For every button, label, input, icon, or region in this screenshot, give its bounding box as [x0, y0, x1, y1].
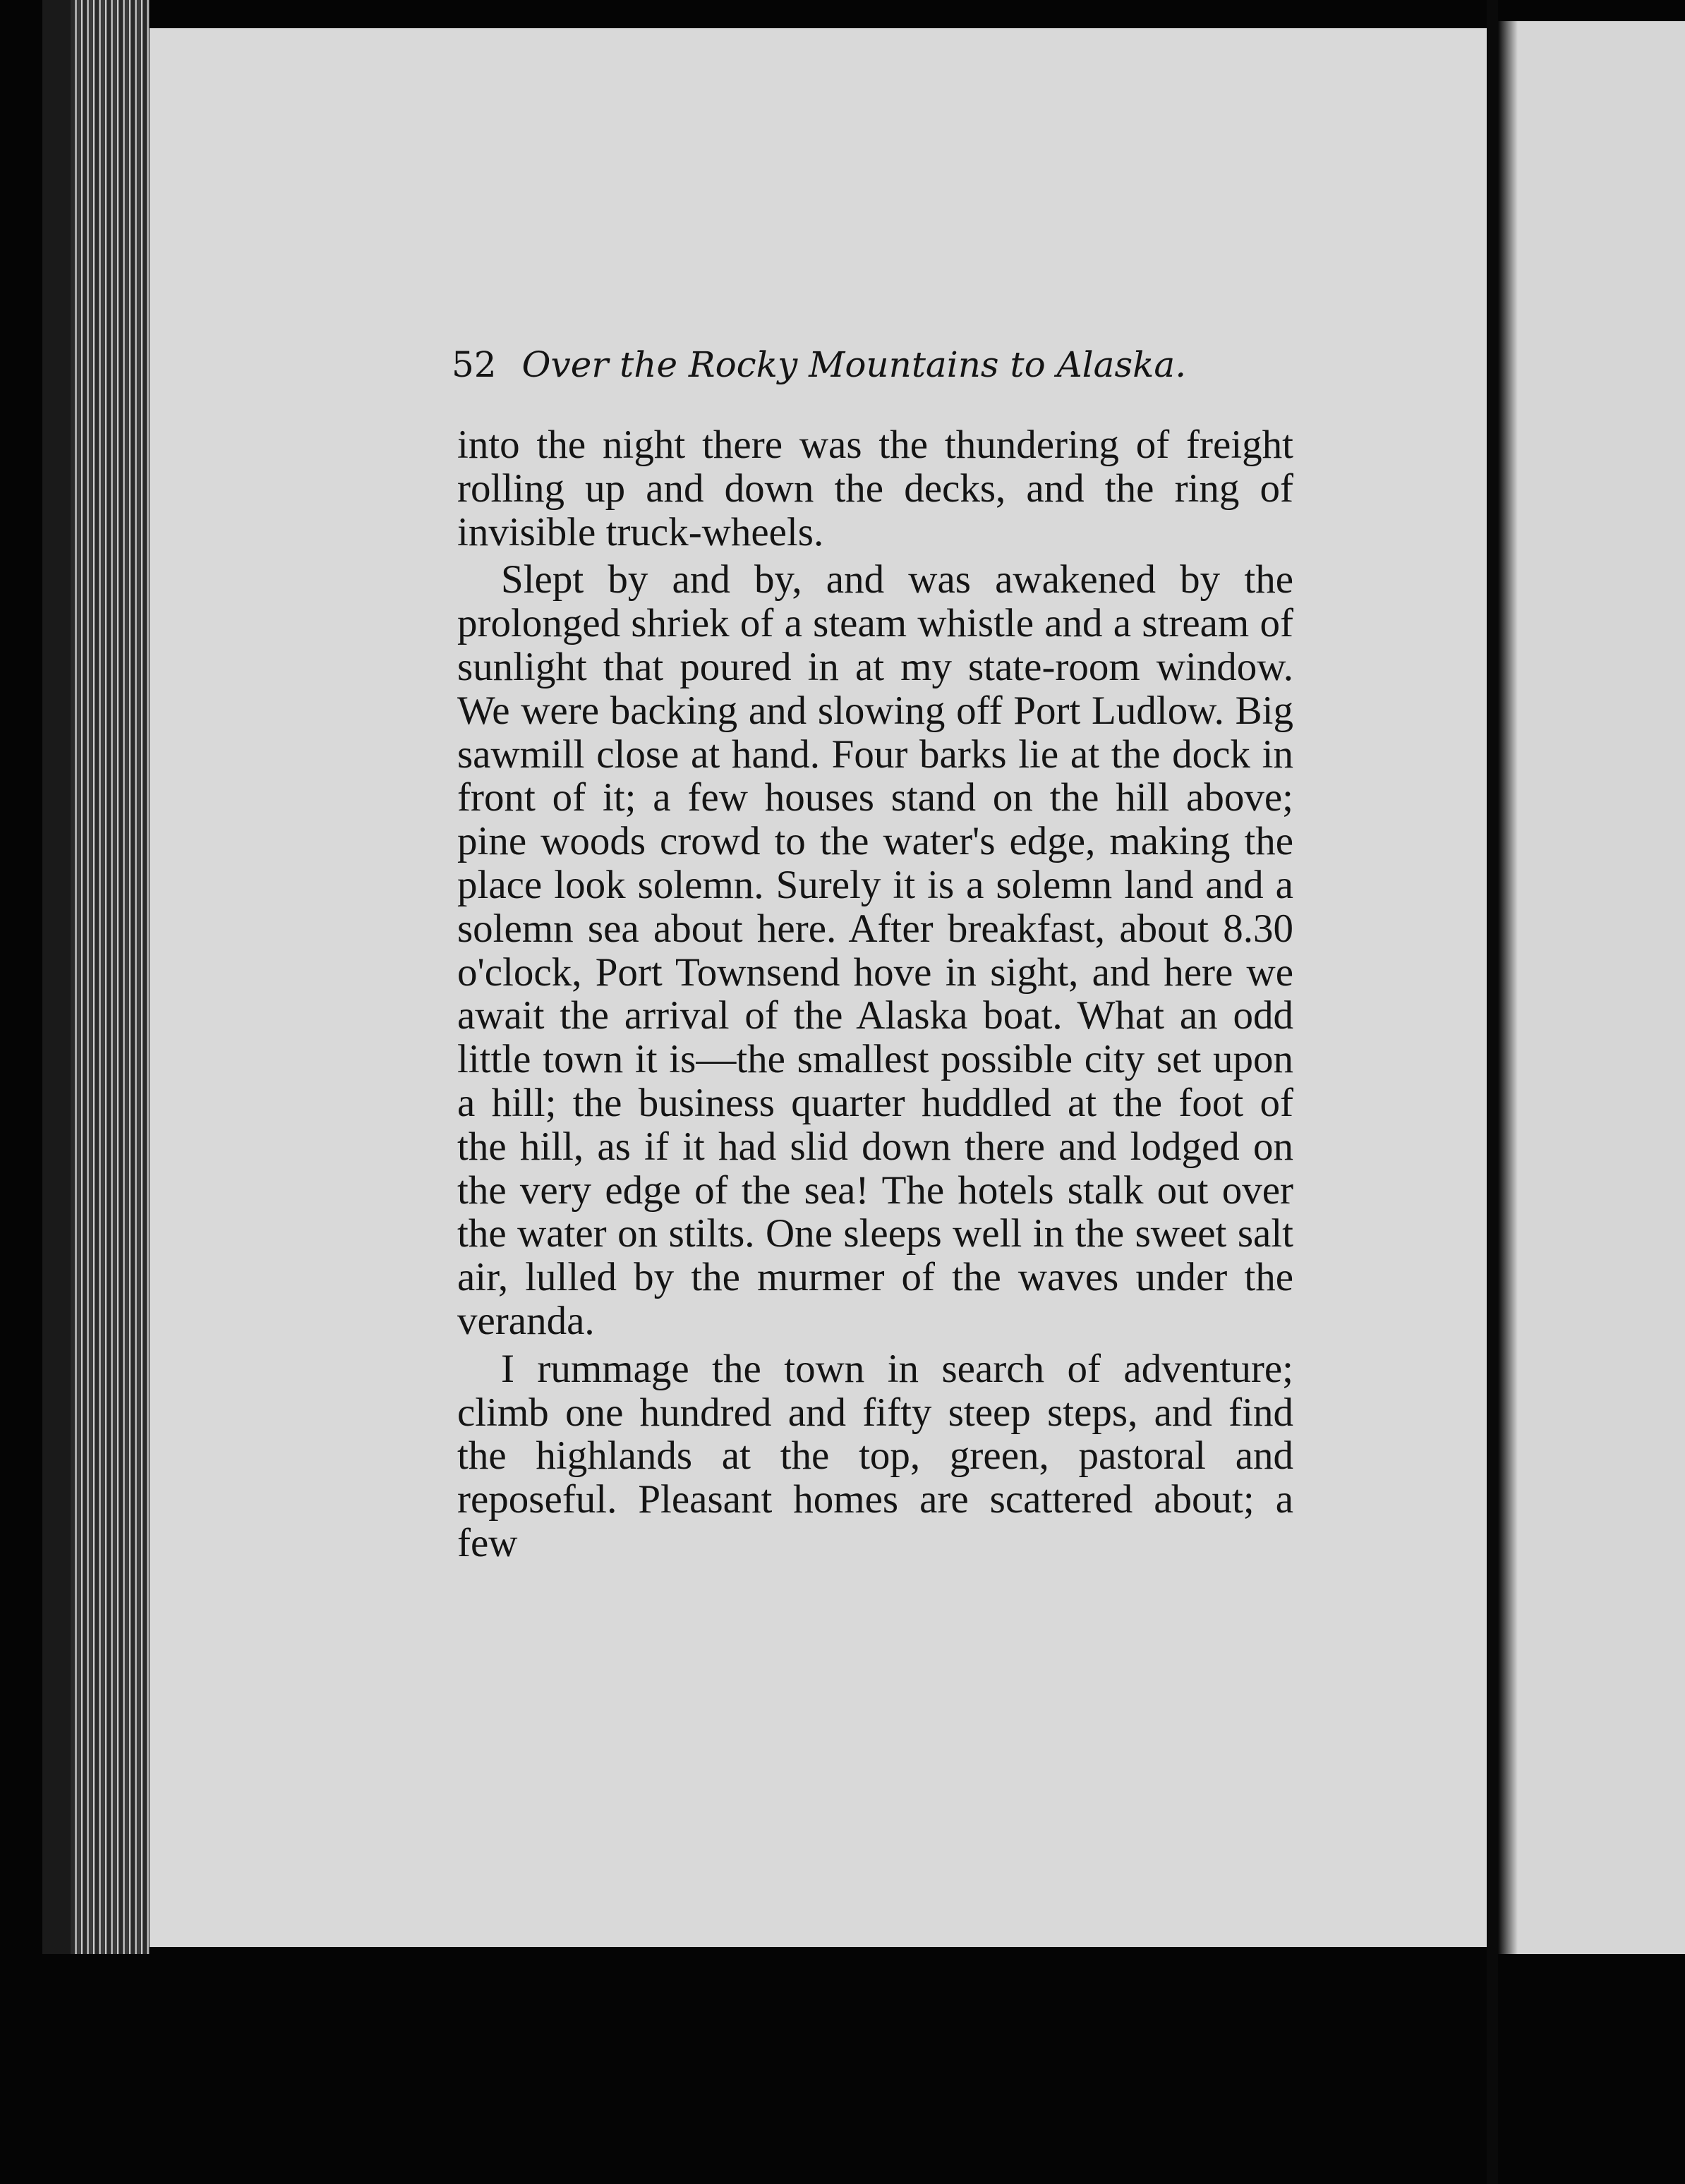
paragraph-1: into the night there was the thundering of freight rolling up and down the decks, and the ring of invisible truck-wheels. [457, 423, 1293, 554]
running-header [452, 344, 1298, 401]
book-gutter [1487, 0, 1498, 2184]
running-title: Over the Rocky Mountains to Alaska. [521, 344, 1187, 385]
paragraph-2: Slept by and by, and was awakened by the prolonged shriek of a steam whistle and a stream of sunlight that poured in at my state-room window. We were backing and slowing off Port Ludlow. Big sawmill close at hand. Four barks lie at the dock in front of it; a few houses stand on the hill above; pine woods crowd to the water's edge, making the place look solemn. Surely it is a solemn land and a solemn sea about here. After breakfast, about 8.30 o'clock, Port Townsend hove in sight, and here we await the arrival of the Alaska boat. What an odd little town it is—the smallest possible city set upon a hill; the business quarter huddled at the foot of the hill, as if it had slid down there and lodged on the very edge of the sea! The hotels stalk out over the water on stilts. One sleeps well in the sweet salt air, lulled by the murmer of the waves under the veranda. [457, 557, 1293, 1343]
body-text [457, 423, 1293, 1565]
facing-page-edge [1498, 21, 1685, 1954]
book-binding-shadow [42, 0, 71, 1954]
paragraph-3: I rummage the town in search of adventure; climb one hundred and fifty steep steps, and find the highlands at the top, green, pastoral and reposeful. Pleasant homes are scattered about; a few [457, 1346, 1293, 1565]
page-number: 52 [452, 344, 497, 385]
page-edges [71, 0, 150, 1954]
facing-page-shadow [1498, 21, 1518, 1954]
